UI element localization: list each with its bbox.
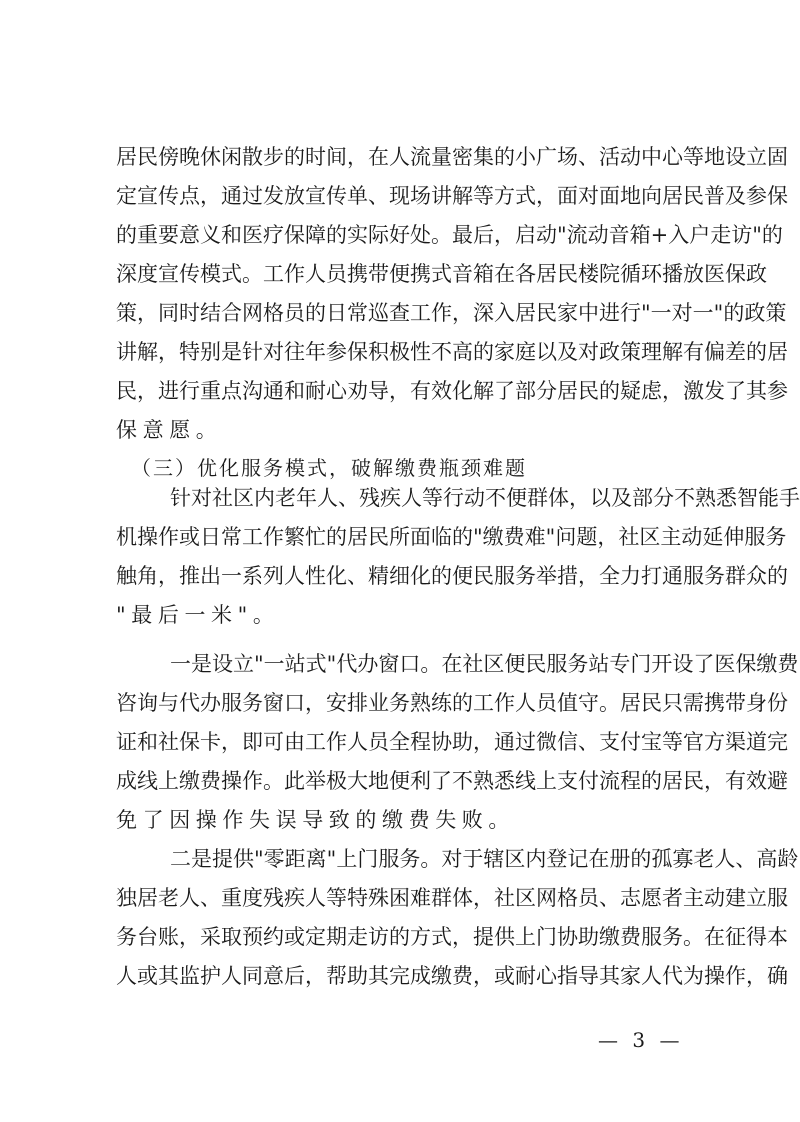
text-line: 触角，推出一系列人性化、精细化的便民服务举措，全力打通服务群众的	[116, 564, 788, 588]
text-line: 人或其监护人同意后，帮助其完成缴费，或耐心指导其家人代为操作，确	[116, 964, 788, 988]
paragraph	[116, 648, 799, 843]
text-line: 民，进行重点沟通和耐心劝导，有效化解了部分居民的疑虑，激发了其参	[116, 379, 788, 403]
document-body	[116, 141, 800, 999]
text-line: 二是提供"零距离"上门服务。对于辖区内登记在册的孤寡老人、高龄	[170, 847, 799, 871]
text-line: 免了因操作失误导致的缴费失败。	[116, 808, 515, 832]
text-line: 深度宣传模式。工作人员携带便携式音箱在各居民楼院循环播放医保政	[116, 262, 767, 286]
paragraph	[116, 843, 799, 999]
text-line: 机操作或日常工作繁忙的居民所面临的"缴费难"问题，社区主动延伸服务	[116, 525, 787, 549]
text-line: 针对社区内老年人、残疾人等行动不便群体，以及部分不熟悉智能手	[170, 486, 800, 510]
heading-text: （三）优化服务模式，破解缴费瓶颈难题	[131, 456, 527, 480]
paragraph	[116, 482, 800, 638]
text-line: 咨询与代办服务窗口，安排业务熟练的工作人员值守。居民只需携带身份	[116, 691, 788, 715]
text-line: 成线上缴费操作。此举极大地便利了不熟悉线上支付流程的居民，有效避	[116, 769, 788, 793]
text-line: 居民傍晚休闲散步的时间，在人流量密集的小广场、活动中心等地设立固	[116, 145, 788, 169]
text-line: 的重要意义和医疗保障的实际好处。最后，启动"流动音箱+入户走访"的	[116, 223, 783, 247]
text-line: 证和社保卡，即可由工作人员全程协助，通过微信、支付宝等官方渠道完	[116, 730, 788, 754]
text-line: 定宣传点，通过发放宣传单、现场讲解等方式，面对面地向居民普及参保	[116, 184, 788, 208]
text-line: 保意愿。	[116, 418, 223, 442]
text-line: "最后一米"。	[116, 603, 280, 627]
text-line: 讲解，特别是针对往年参保积极性不高的家庭以及对政策理解有偏差的居	[116, 340, 788, 364]
page-number: — 3 —	[598, 1028, 684, 1052]
paragraph	[116, 141, 788, 453]
text-line: 一是设立"一站式"代办窗口。在社区便民服务站专门开设了医保缴费	[170, 652, 799, 676]
text-line: 务台账，采取预约或定期走访的方式，提供上门协助缴费服务。在征得本	[116, 925, 788, 949]
text-line: 策，同时结合网格员的日常巡查工作，深入居民家中进行"一对一"的政策	[116, 301, 787, 325]
text-line: 独居老人、重度残疾人等特殊困难群体，社区网格员、志愿者主动建立服	[116, 886, 788, 910]
